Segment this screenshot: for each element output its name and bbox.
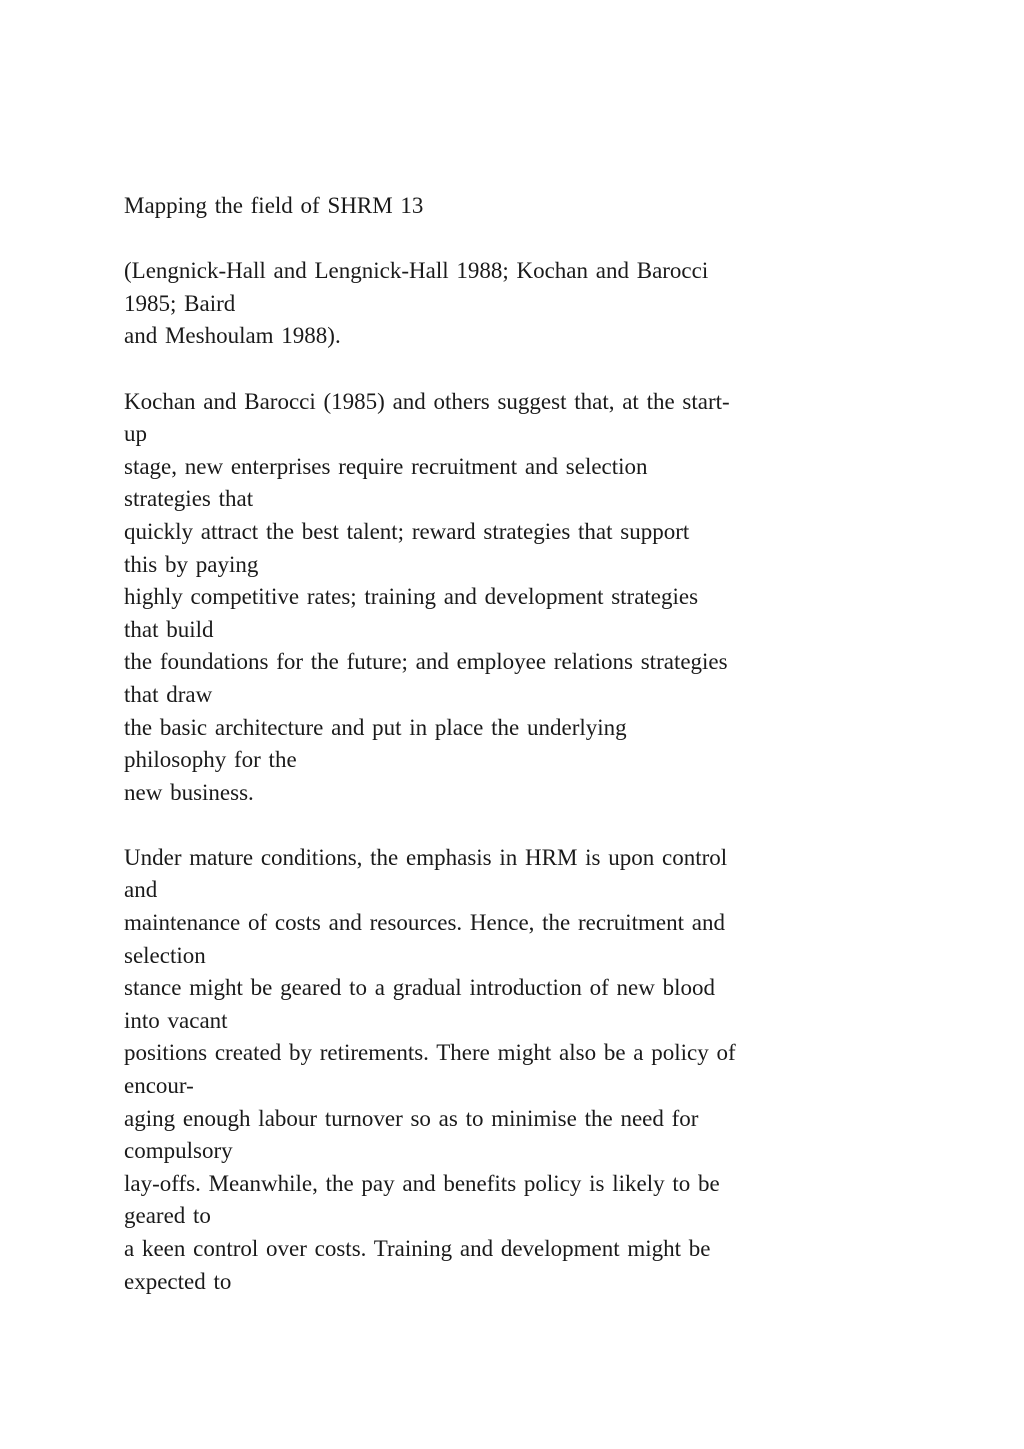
paragraph-mature-conditions <box>124 842 984 1298</box>
text-line: the basic architecture and put in place the underlying <box>124 714 627 740</box>
text-line: up <box>124 421 147 447</box>
paragraph-citations <box>124 255 984 353</box>
text-line: (Lengnick-Hall and Lengnick-Hall 1988; Kochan and Barocci <box>124 258 709 284</box>
text-line: compulsory <box>124 1138 233 1164</box>
text-line: expected to <box>124 1268 232 1294</box>
text-line: the foundations for the future; and employee relations strategies <box>124 649 728 675</box>
paragraph-gap <box>124 809 984 842</box>
text-line: stance might be geared to a gradual introduction of new blood <box>124 975 715 1001</box>
text-line: into vacant <box>124 1007 228 1033</box>
text-line: and Meshoulam 1988). <box>124 323 341 349</box>
text-line: a keen control over costs. Training and development might be <box>124 1236 711 1261</box>
text-line: selection <box>124 942 206 968</box>
text-line: this by paying <box>124 551 259 577</box>
document-page <box>124 190 984 1298</box>
text-line: philosophy for the <box>124 747 297 773</box>
text-line: maintenance of costs and resources. Hence, the recruitment and <box>124 910 725 936</box>
text-line: Kochan and Barocci (1985) and others suggest that, at the start- <box>124 388 730 414</box>
page-heading: Mapping the field of SHRM 13 <box>124 193 424 218</box>
text-line: quickly attract the best talent; reward strategies that support <box>124 518 690 544</box>
text-line: encour- <box>124 1073 194 1099</box>
text-line: new business. <box>124 779 254 805</box>
text-line: highly competitive rates; training and development strategies <box>124 584 699 610</box>
text-line: strategies that <box>124 486 254 512</box>
text-line: stage, new enterprises require recruitment and selection <box>124 453 648 479</box>
text-line: 1985; Baird <box>124 290 236 316</box>
paragraph-gap <box>124 223 984 256</box>
text-line: aging enough labour turnover so as to minimise the need for <box>124 1105 699 1131</box>
text-line: geared to <box>124 1203 211 1229</box>
text-line: lay-offs. Meanwhile, the pay and benefits policy is likely to be <box>124 1170 720 1196</box>
text-line: Under mature conditions, the emphasis in HRM is upon control <box>124 844 728 870</box>
paragraph-start-up-stage <box>124 386 984 810</box>
paragraph-gap <box>124 353 984 386</box>
text-line: that draw <box>124 681 213 707</box>
text-line: and <box>124 877 158 903</box>
text-line: positions created by retirements. There might also be a policy of <box>124 1040 736 1066</box>
text-line: that build <box>124 616 214 642</box>
